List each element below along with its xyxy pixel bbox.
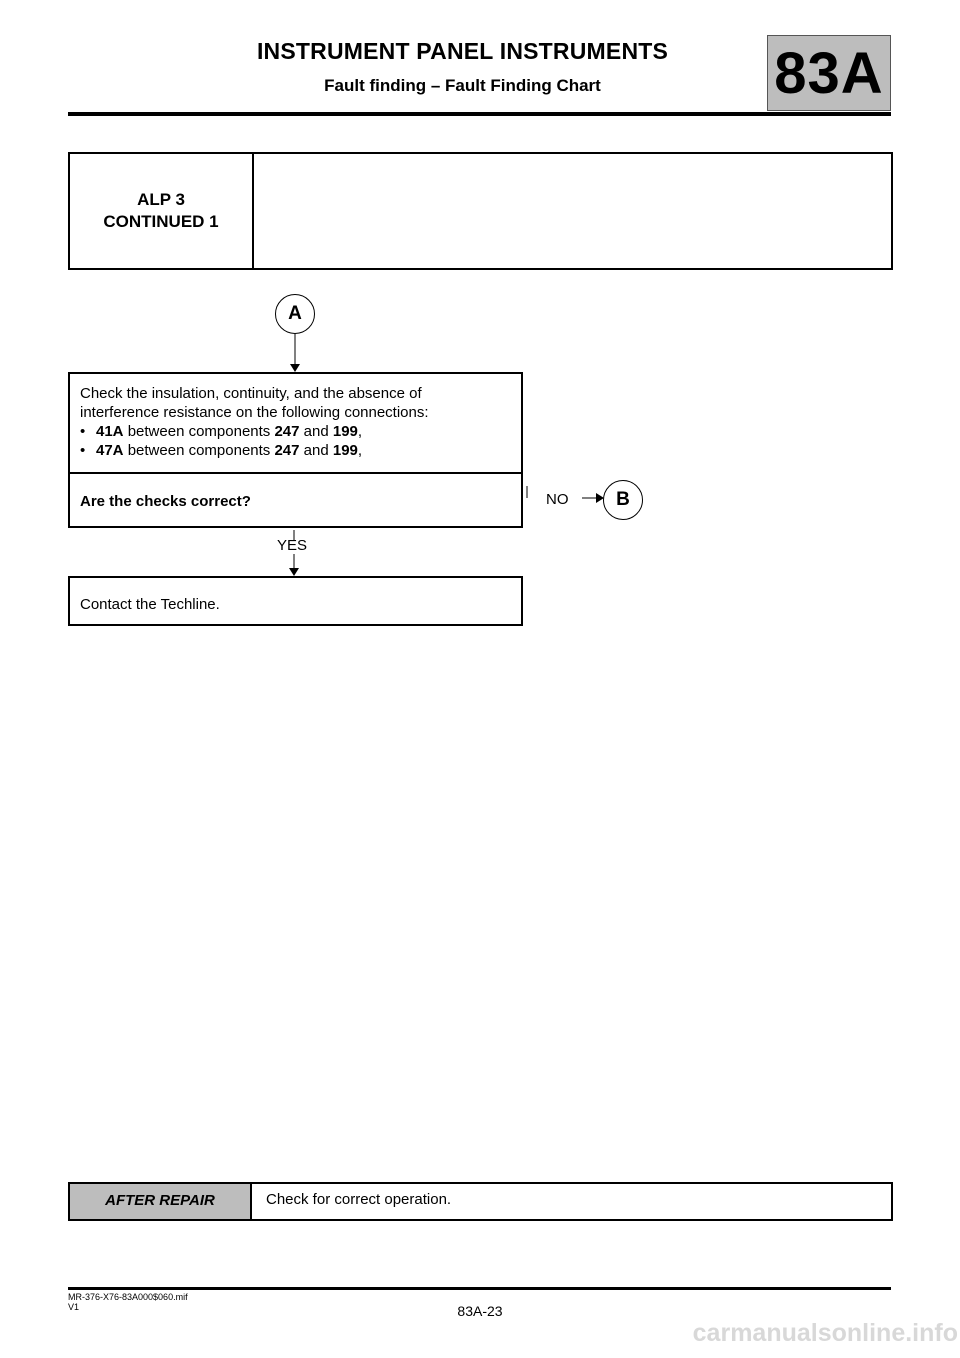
yes-branch-label: YES xyxy=(277,537,308,554)
connection-id: 47A xyxy=(96,442,124,459)
arrowhead-yes-to-result xyxy=(289,568,299,576)
page-number: 83A-23 xyxy=(457,1303,503,1319)
page-title: INSTRUMENT PANEL INSTRUMENTS xyxy=(256,38,669,64)
connection-text: between components xyxy=(123,423,275,440)
check-intro-line: interference resistance on the following connections: xyxy=(80,404,429,421)
check-question: Are the checks correct? xyxy=(70,472,521,528)
component-number: 199 xyxy=(332,442,358,459)
connection-text: between components xyxy=(123,442,275,459)
alp-number: ALP 3 xyxy=(137,190,185,209)
connection-list-item xyxy=(80,441,511,460)
no-branch-label: NO xyxy=(546,491,569,508)
footer-divider xyxy=(68,1287,891,1290)
bullet-point: • xyxy=(80,442,86,459)
connection-list-item xyxy=(80,422,511,441)
arrowhead-a-to-check xyxy=(290,364,300,372)
after-repair-label: AFTER REPAIR xyxy=(70,1184,252,1219)
watermark: carmanualsonline.info xyxy=(692,1319,958,1347)
alp-continued: CONTINUED 1 xyxy=(103,212,219,231)
bullet-point: • xyxy=(80,423,86,440)
component-number: 199 xyxy=(332,423,358,440)
file-ref: MR-376-X76-83A000$060.mif xyxy=(68,1292,188,1302)
component-number: 247 xyxy=(274,442,300,459)
check-intro-line: Check the insulation, continuity, and the absence of xyxy=(80,385,422,402)
connection-id: 41A xyxy=(96,423,124,440)
connection-text: and xyxy=(299,423,333,440)
check-instructions xyxy=(70,374,521,472)
flow-marker-b: B xyxy=(603,480,643,520)
result-text: Contact the Techline. xyxy=(80,596,220,613)
after-repair-table xyxy=(68,1182,893,1221)
check-step-box xyxy=(68,372,523,528)
component-number: 247 xyxy=(274,423,300,440)
page-subtitle: Fault finding – Fault Finding Chart xyxy=(324,76,601,95)
connection-end: , xyxy=(357,423,363,440)
connection-text: and xyxy=(299,442,333,459)
connection-end: , xyxy=(357,442,363,459)
version: V1 xyxy=(68,1302,80,1312)
flow-marker-a: A xyxy=(275,294,315,334)
after-repair-text: Check for correct operation. xyxy=(266,1191,452,1208)
section-code-badge: 83A xyxy=(767,35,891,111)
result-step-box xyxy=(68,576,523,626)
